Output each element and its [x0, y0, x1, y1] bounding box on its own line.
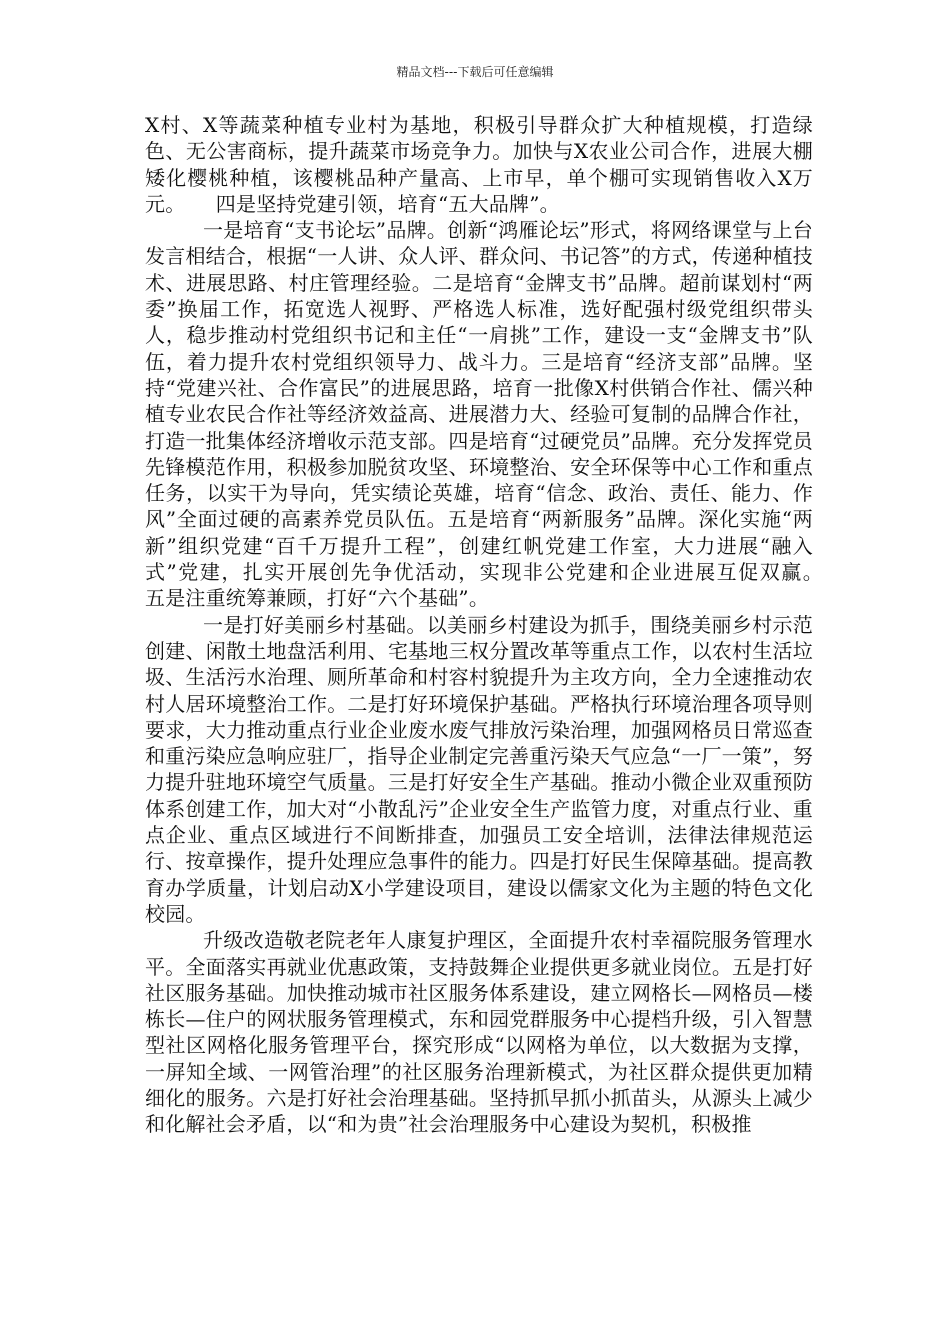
- document-body: [145, 112, 854, 1138]
- paragraph: 升级改造敬老院老年人康复护理区，全面提升农村幸福院服务管理水平。全面落实再就业优惠政策，支持鼓舞企业提供更多就业岗位。五是打好社区服务基础。加快推动城市社区服务体系建设，建立网格长—网格员—楼栋长—住户的网状服务管理模式，东和园党群服务中心提档升级，引入智慧型社区网格化服务管理平台，探究形成“以网格为单位，以大数据为支撑，一屏知全域、一网管治理”的社区服务治理新模式，为社区群众提供更加精细化的服务。六是打好社会治理基础。坚持抓早抓小抓苗头，从源头上减少和化解社会矛盾，以“和为贵”社会治理服务中心建设为契机，积极推: [145, 928, 813, 1137]
- page-header: 精品文档---下载后可任意编辑: [396, 65, 554, 79]
- paragraph: X村、X等蔬菜种植专业村为基地，积极引导群众扩大种植规模，打造绿色、无公害商标，提升蔬菜市场竞争力。加快与X农业公司合作，进展大棚矮化樱桃种植，该樱桃品种产量高、上市早，单个棚可实现销售收入X万元。 四是坚持党建引领，培育“五大品牌”。: [145, 113, 813, 216]
- paragraph: 一是打好美丽乡村基础。以美丽乡村建设为抓手，围绕美丽乡村示范创建、闲散土地盘活利用、宅基地三权分置改革等重点工作，以农村生活垃圾、生活污水治理、厕所革命和村容村貌提升为主攻方向，全力全速推动农村人居环境整治工作。二是打好环境保护基础。严格执行环境治理各项导则要求，大力推动重点行业企业废水废气排放污染治理，加强网格员日常巡查和重污染应急响应驻厂，指导企业制定完善重污染天气应急“一厂一策”，努力提升驻地环境空气质量。三是打好安全生产基础。推动小微企业双重预防体系创建工作，加大对“小散乱污”企业安全生产监管力度，对重点行业、重点企业、重点区域进行不间断排查，加强员工安全培训，法律法律规范运行、按章操作，提升处理应急事件的能力。四是打好民生保障基础。提高教育办学质量，计划启动X小学建设项目，建设以儒家文化为主题的特色文化校园。: [145, 612, 813, 926]
- paragraph: 一是培育“支书论坛”品牌。创新“鸿雁论坛”形式，将网络课堂与上台发言相结合，根据“一人讲、众人评、群众问、书记答”的方式，传递种植技术、进展思路、村庄管理经验。二是培育“金牌支书”品牌。超前谋划村“两委”换届工作，拓宽选人视野、严格选人标准，选好配强村级党组织带头人，稳步推动村党组织书记和主任“一肩挑”工作，建设一支“金牌支书”队伍，着力提升农村党组织领导力、战斗力。三是培育“经济支部”品牌。坚持“党建兴社、合作富民”的进展思路，培育一批像X村供销合作社、儒兴种植专业农民合作社等经济效益高、进展潜力大、经验可复制的品牌合作社，打造一批集体经济增收示范支部。四是培育“过硬党员”品牌。充分发挥党员先锋模范作用，积极参加脱贫攻坚、环境整治、安全环保等中心工作和重点任务，以实干为导向，凭实绩论英雄，培育“信念、政治、责任、能力、作风”全面过硬的高素养党员队伍。五是培育“两新服务”品牌。深化实施“两新”组织党建“百千万提升工程”，创建红帆党建工作室，大力进展“融入式”党建，扎实开展创先争优活动，实现非公党建和企业进展互促双赢。 五是注重统筹兼顾，打好“六个基础”。: [145, 218, 854, 611]
